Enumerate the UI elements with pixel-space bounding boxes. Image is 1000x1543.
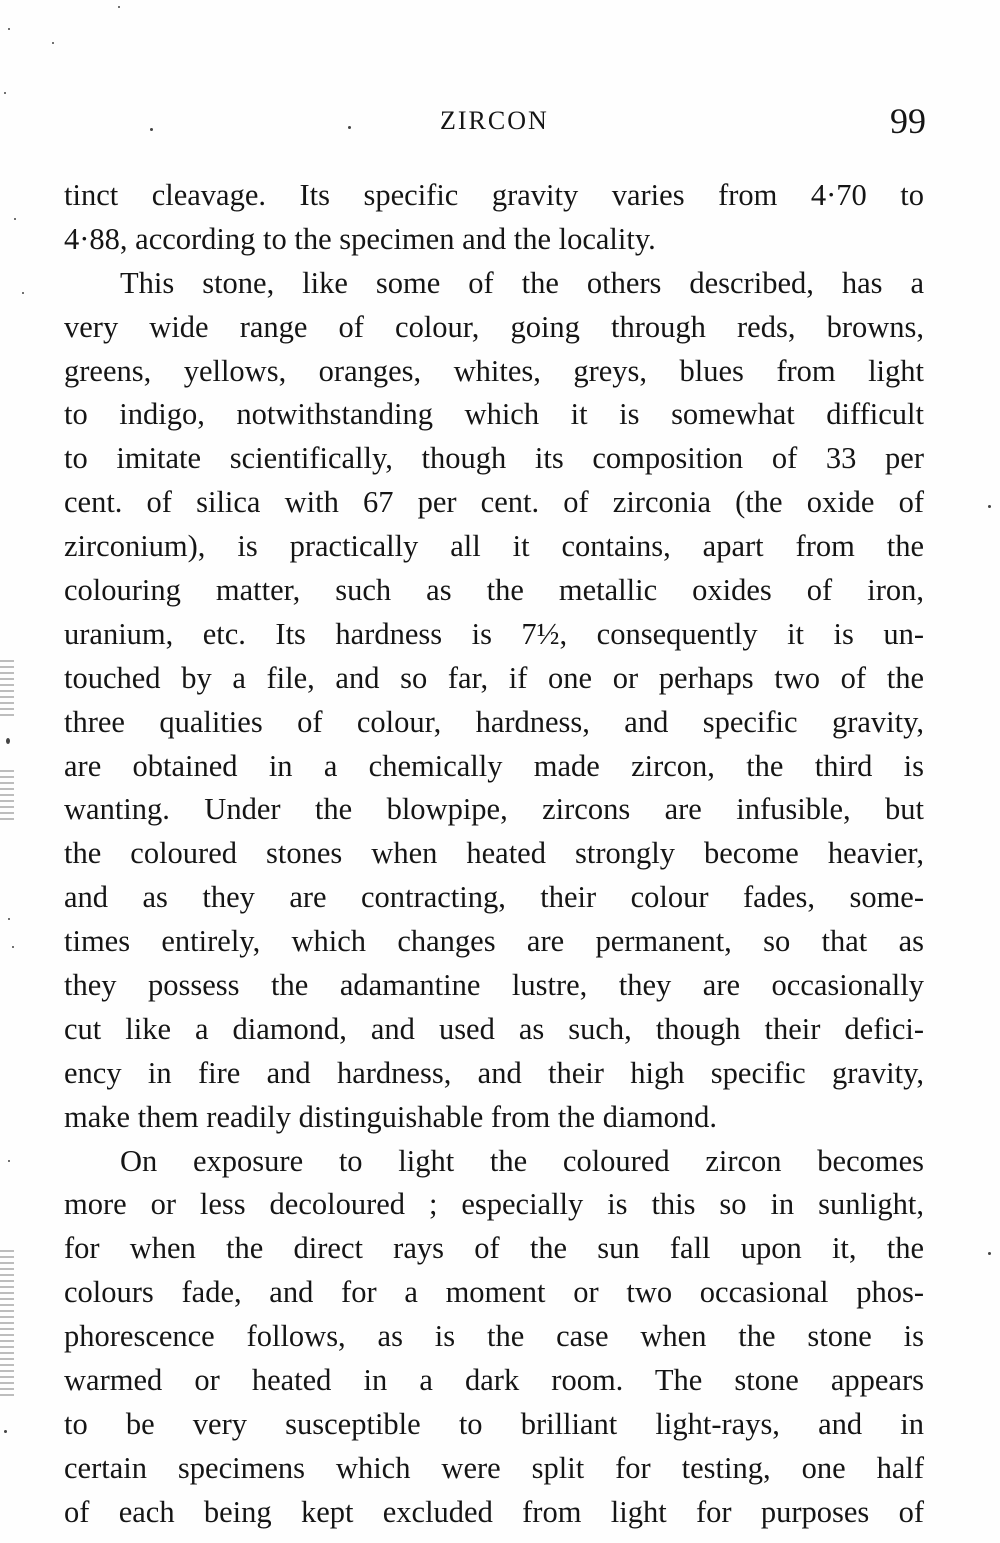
text-line: uranium, etc. Its hardness is 7½, consequently it is un- xyxy=(64,616,924,651)
text-line: cent. of silica with 67 per cent. of zirconia (the oxide of xyxy=(64,485,924,520)
text-line: cut like a diamond, and used as such, though their defici- xyxy=(64,1011,924,1046)
text-line: On exposure to light the coloured zircon becomes xyxy=(120,1143,924,1178)
text-line: three qualities of colour, hardness, and specific gravity, xyxy=(64,704,924,739)
text-line: make them readily distinguishable from the diamond. xyxy=(64,1099,718,1134)
text-line: to be very susceptible to brilliant light-rays, and in xyxy=(64,1406,924,1441)
text-line: This stone, like some of the others described, has a xyxy=(120,265,924,300)
text-line: certain specimens which were split for testing, one half xyxy=(64,1450,924,1485)
running-head-title: ZIRCON xyxy=(440,106,549,135)
left-edge-mark xyxy=(0,1250,14,1400)
page-number: 99 xyxy=(890,101,926,141)
text-line: ency in fire and hardness, and their high specific gravity, xyxy=(64,1055,924,1090)
text-line: 4·88, according to the specimen and the locality. xyxy=(64,221,656,256)
text-line: the coloured stones when heated strongly become heavier, xyxy=(64,836,924,871)
text-line: of each being kept excluded from light for purposes of xyxy=(64,1494,924,1529)
text-line: and as they are contracting, their colour fades, some- xyxy=(64,880,924,915)
text-line: colouring matter, such as the metallic oxides of iron, xyxy=(64,573,924,608)
text-line: are obtained in a chemically made zircon, the third is xyxy=(64,748,924,783)
text-line: warmed or heated in a dark room. The stone appears xyxy=(64,1363,924,1398)
text-line: more or less decoloured ; especially is this so in sunlight, xyxy=(64,1187,924,1222)
text-line: times entirely, which changes are permanent, so that as xyxy=(64,924,924,959)
text-line: phorescence follows, as is the case when the stone is xyxy=(64,1319,924,1354)
text-line: touched by a file, and so far, if one or perhaps two of the xyxy=(64,660,924,695)
text-line: greens, yellows, oranges, whites, greys, blues from light xyxy=(64,353,924,388)
text-line: to imitate scientifically, though its composition of 33 per xyxy=(64,441,924,476)
text-line: zirconium), is practically all it contains, apart from the xyxy=(64,529,924,564)
running-head xyxy=(64,100,926,148)
text-line: wanting. Under the blowpipe, zircons are infusible, but xyxy=(64,792,924,827)
text-line: to indigo, notwithstanding which it is somewhat difficult xyxy=(64,397,924,432)
text-line: they possess the adamantine lustre, they are occasionally xyxy=(64,968,924,1003)
text-line: colours fade, and for a moment or two occasional phos- xyxy=(64,1275,924,1310)
body-text xyxy=(64,174,924,1535)
text-line: for when the direct rays of the sun fall upon it, the xyxy=(64,1231,924,1266)
left-edge-mark xyxy=(0,770,14,820)
left-edge-mark xyxy=(0,660,14,720)
text-line: very wide range of colour, going through reds, browns, xyxy=(64,309,924,344)
text-line: tinct cleavage. Its specific gravity varies from 4·70 to xyxy=(64,178,924,212)
